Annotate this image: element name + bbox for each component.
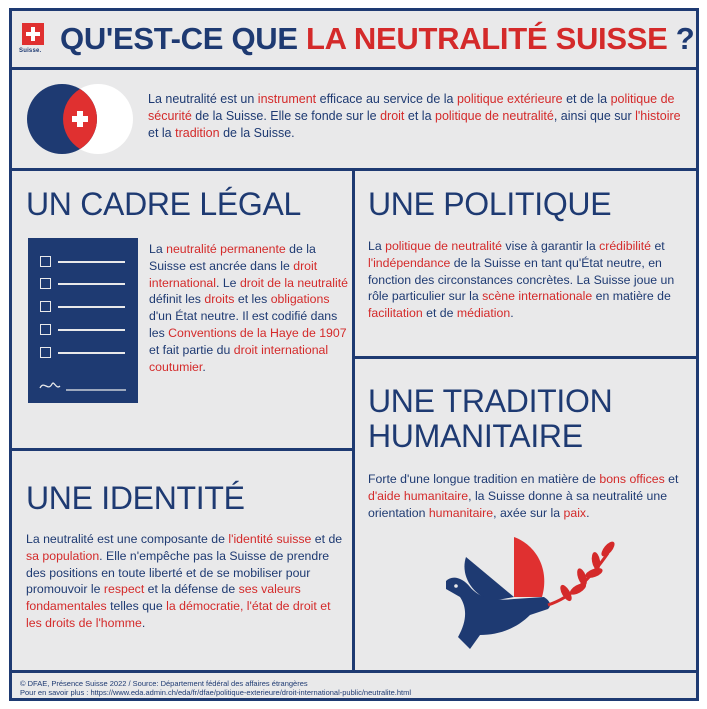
- section-title-tradition: UNE TRADITION HUMANITAIRE: [368, 383, 613, 454]
- logo-text: Suisse.: [19, 48, 42, 54]
- footer-link[interactable]: Pour en savoir plus : https://www.eda.admin.ch/eda/fr/dfae/politique-exterieure/droit-international-public/neutralite.html: [20, 688, 412, 697]
- footer: [20, 679, 411, 697]
- swiss-flag-icon: [22, 23, 44, 45]
- section-title-politique: UNE POLITIQUE: [368, 186, 612, 222]
- divider: [12, 67, 696, 70]
- divider: [12, 448, 353, 451]
- legal-document-icon: [28, 238, 138, 403]
- footer-copyright: © DFAE, Présence Suisse 2022 / Source: Département fédéral des affaires étrangères: [20, 679, 308, 688]
- divider: [352, 170, 355, 670]
- title-part-1: QU'EST-CE QUE: [60, 21, 307, 56]
- neutrality-circles-icon: [24, 81, 136, 159]
- dove-with-olive-branch-icon: [432, 531, 632, 661]
- section-title-identite: UNE IDENTITÉ: [26, 480, 245, 516]
- title-part-2: LA NEUTRALITÉ SUISSE: [306, 21, 668, 56]
- header: [12, 11, 696, 68]
- infographic: [9, 8, 699, 701]
- divider: [12, 670, 696, 673]
- title-part-3: ?: [667, 21, 695, 56]
- section-body-identite: La neutralité est une composante de l'identité suisse et de sa population. Elle n'empêche pas la Suisse de prendre des positions en toute liberté et de se mobiliser pour promouvoir le respect et la défense de ses valeurs fondamentales telles que la démocratie, l'état de droit et les droits de l'homme.: [26, 532, 343, 630]
- section-body-tradition: Forte d'une longue tradition en matière de bons offices et d'aide humanitaire, la Suisse donne à sa neutralité une orientation humanitaire, axée sur la paix.: [368, 472, 679, 520]
- section-title-cadre: UN CADRE LÉGAL: [26, 186, 301, 222]
- intro-text: La neutralité est un instrument efficace au service de la politique extérieure et de la politique de sécurité de la Suisse. Elle se fonde sur le droit et la politique de neutralité, ainsi que sur l'histoire et la tradition de la Suisse.: [148, 92, 681, 140]
- divider: [354, 356, 696, 359]
- page-title: [60, 21, 694, 57]
- section-body-cadre: La neutralité permanente de la Suisse est ancrée dans le droit international. Le droit de la neutralité définit les droits et les obligations d'un État neutre. Il est codifié dans les Conventions de la Haye de 1907 et fait partie du droit international coutumier.: [149, 242, 348, 374]
- section-body-politique: La politique de neutralité vise à garantir la crédibilité et l'indépendance de la Suisse en tant qu'État neutre, en fonction des circonstances concrètes. La Suisse joue un rôle particulier sur la scène internationale en matière de facilitation et de médiation.: [368, 239, 675, 321]
